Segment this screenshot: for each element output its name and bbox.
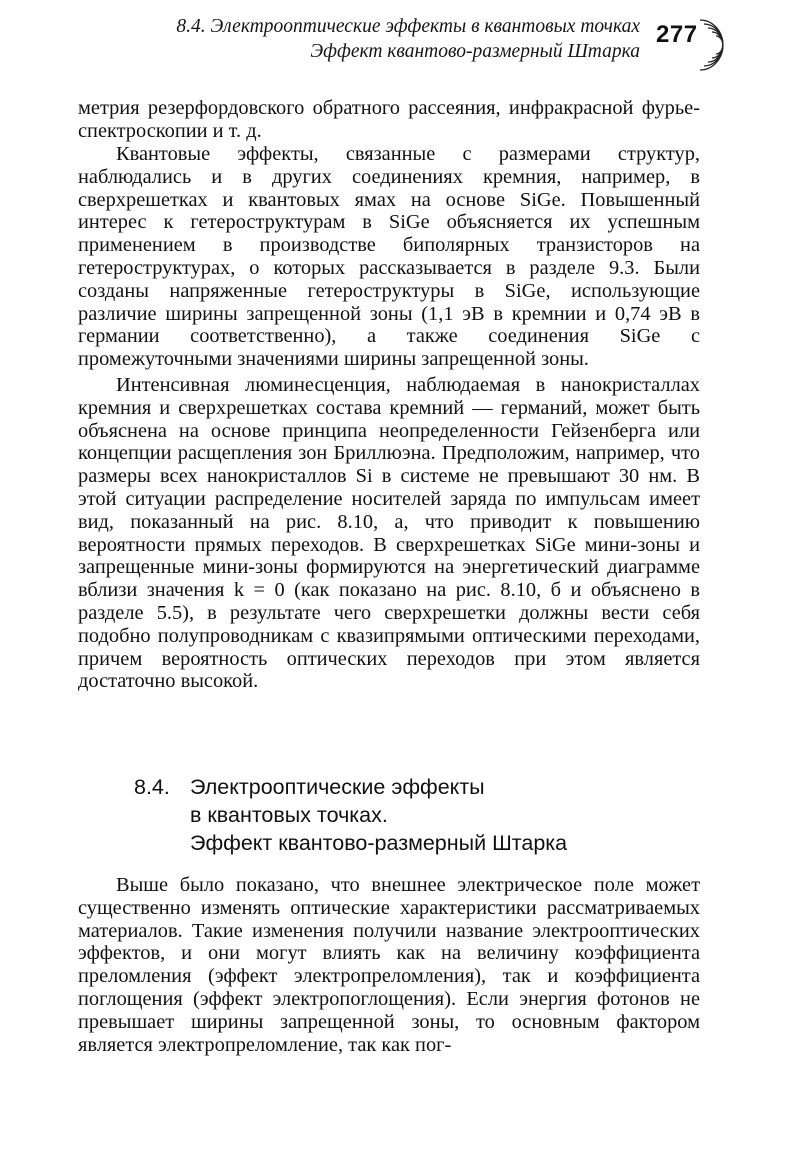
section-heading	[134, 773, 694, 857]
paragraph-electrooptic-effects	[78, 874, 700, 1056]
running-header-line-2: Эффект квантово-размерный Штарка	[310, 41, 640, 62]
paragraph-text: Интенсивная люминесценция, наблюдаемая в нанокристаллах кремния и сверхрешетках состава кремний — германий, может быть объяснена на основе принципа неопределенности Гейзенберга или концепции расщепления зон Бриллюэна. Предположим, например, что размеры всех нанокристаллов Si в системе не превышают 30 нм. В этой ситуации распределение носителей заряда по импульсам имеет вид, показанный на рис. 8.10, а, что приводит к повышению вероятности прямых переходов. В сверхрешетках SiGe мини-зоны и запрещенные мини-зоны формируются на энергетический диаграмме вблизи значения k = 0 (как показано на рис. 8.10, б и объяснено в разделе 5.5), в результате чего сверхрешетки должны вести себя подобно полупроводникам с квазипрямыми оптическими переходами, причем вероятность оптических переходов при этом является достаточно высокой.	[78, 374, 700, 693]
section-title-line-2: в квантовых точках.	[190, 803, 388, 827]
paragraph-continued	[78, 97, 700, 143]
paragraph-quantum-effects-sige	[78, 143, 700, 371]
paragraph-text: Выше было показано, что внешнее электрическое поле может существенно изменять оптические характеристики рассматриваемых материалов. Такие изменения получили название электрооптических эффектов, и они могут влиять как на величину коэффициента преломления (эффект электропреломления), так и коэффициента поглощения (эффект электропоглощения). Если энергия фотонов не превышает ширины запрещенной зоны, то основным фактором является электропреломление, так как пог-	[78, 874, 700, 1056]
paragraph-text: метрия резерфордовского обратного рассеяния, инфракрасной фурье-спектроскопии и т. д.	[78, 97, 700, 142]
page-corner-ornament-icon	[694, 16, 734, 74]
running-header	[120, 14, 640, 64]
page-number: 277	[656, 21, 698, 48]
paragraph-text: Квантовые эффекты, связанные с размерами структур, наблюдались и в других соединениях кремния, например, в сверхрешетках и квантовых ямах на основе SiGe. Повышенный интерес к гетероструктурам в SiGe объясняется их успешным применением в производстве биполярных транзисторов на гетероструктурах, о которых рассказывается в разделе 9.3. Были созданы напряженные гетероструктуры в SiGe, использующие различие ширины запрещенной зоны (1,1 эВ в кремнии и 0,74 эВ в германии соответственно), а также соединения SiGe с промежуточными значениями ширины запрещенной зоны.	[78, 143, 700, 371]
section-number: 8.4.	[134, 775, 170, 799]
section-title-line-1: Электрооптические эффекты	[190, 775, 485, 799]
running-header-line-1: 8.4. Электрооптические эффекты в квантовых точках	[176, 16, 640, 37]
paragraph-luminescence	[78, 374, 700, 693]
section-title-line-3: Эффект квантово-размерный Штарка	[190, 831, 568, 855]
